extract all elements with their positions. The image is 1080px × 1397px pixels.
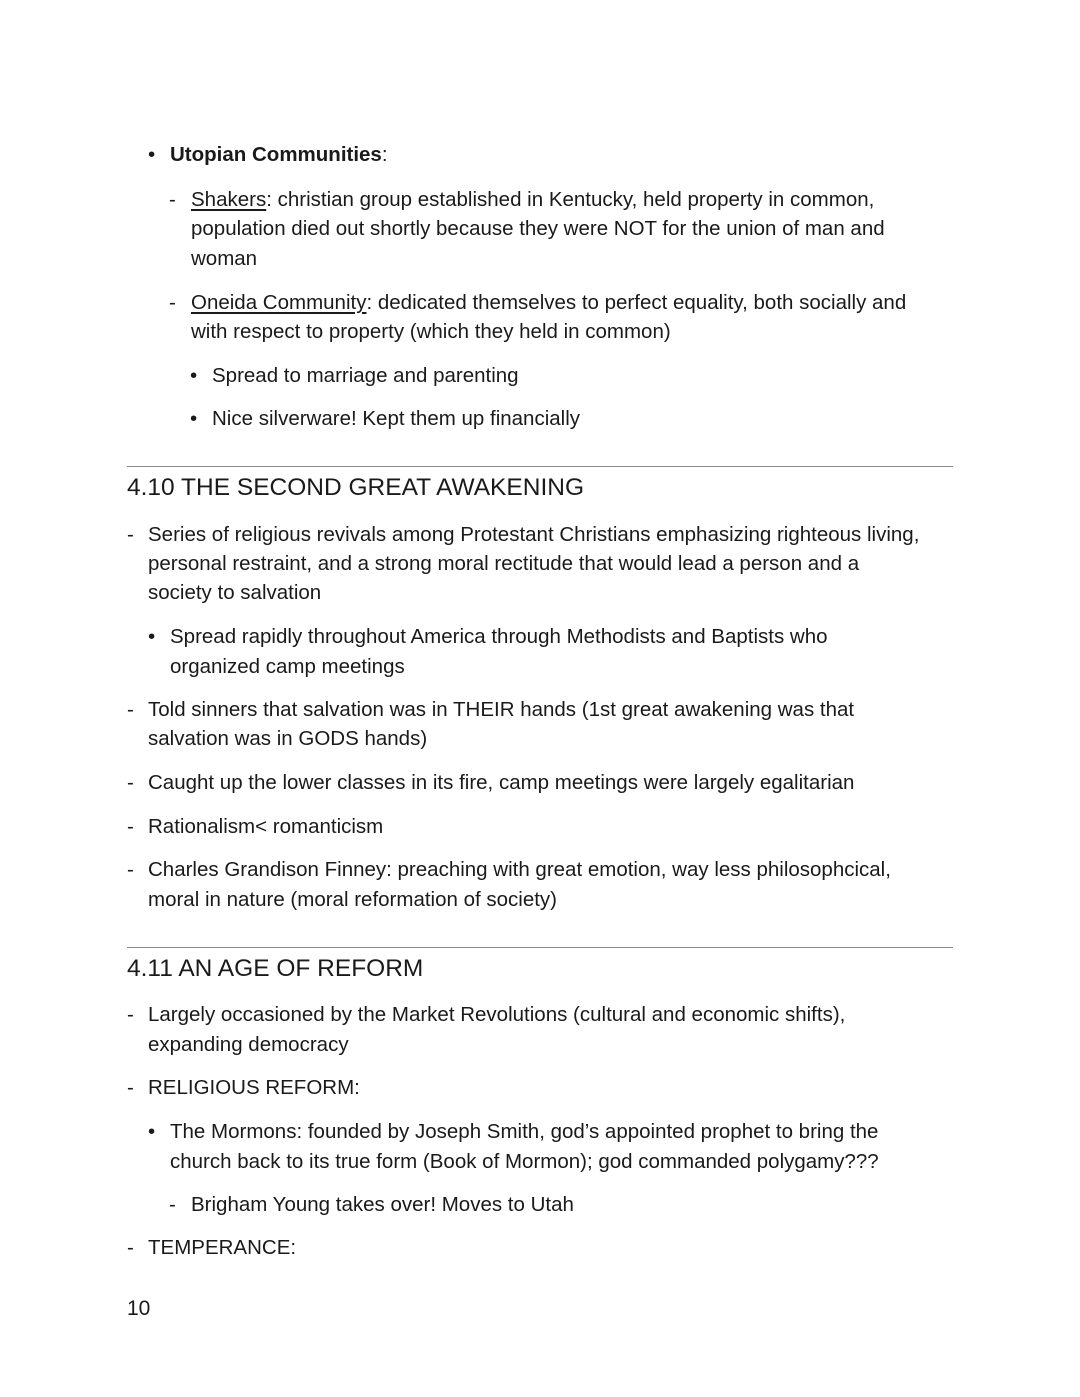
shakers-text: : christian group established in Kentucky, held property in common, — [266, 188, 875, 211]
bullet-marker: • — [148, 143, 156, 166]
section-divider — [127, 947, 953, 948]
awakening-item-2-line-2: salvation was in GODS hands) — [148, 727, 428, 750]
reform-item-1-line-2: expanding democracy — [148, 1033, 349, 1056]
bullet-marker: • — [148, 1120, 156, 1143]
utopian-communities-colon: : — [381, 143, 388, 166]
page-number: 10 — [127, 1297, 151, 1320]
section-heading-4-10: 4.10 THE SECOND GREAT AWAKENING — [127, 474, 584, 501]
reform-item-1-line-1: Largely occasioned by the Market Revolutions (cultural and economic shifts), — [148, 1003, 846, 1026]
dash-marker: - — [127, 771, 134, 794]
awakening-sub-line-1: Spread rapidly throughout America through Methodists and Baptists who — [170, 625, 828, 648]
mormons-line-1: The Mormons: founded by Joseph Smith, god’s appointed prophet to bring the — [170, 1120, 879, 1143]
dash-marker: - — [127, 523, 134, 546]
oneida-sub-1: Spread to marriage and parenting — [212, 364, 519, 387]
oneida-term: Oneida Community — [191, 291, 367, 314]
dash-marker: - — [169, 291, 176, 314]
dash-marker: - — [127, 1236, 134, 1259]
dash-marker: - — [127, 815, 134, 838]
oneida-text: : dedicated themselves to perfect equality, both socially and — [366, 291, 907, 314]
shakers-line-2: population died out shortly because they were NOT for the union of man and — [191, 217, 885, 240]
awakening-item-1-line-3: society to salvation — [148, 581, 322, 604]
bullet-marker: • — [148, 625, 156, 648]
utopian-communities-title: Utopian Communities — [170, 143, 382, 166]
dash-marker: - — [127, 858, 134, 881]
mormons-sub: Brigham Young takes over! Moves to Utah — [191, 1193, 574, 1216]
shakers-term: Shakers — [191, 188, 267, 211]
awakening-sub-line-2: organized camp meetings — [170, 655, 405, 678]
dash-marker: - — [127, 1003, 134, 1026]
bullet-marker: • — [190, 407, 198, 430]
awakening-item-1-line-1: Series of religious revivals among Protestant Christians emphasizing righteous living, — [148, 523, 920, 546]
section-heading-4-11: 4.11 AN AGE OF REFORM — [127, 955, 424, 982]
oneida-line-2: with respect to property (which they held in common) — [191, 320, 671, 343]
oneida-line-1 — [191, 288, 906, 318]
shakers-line-1 — [191, 185, 874, 215]
awakening-item-1-line-2: personal restraint, and a strong moral rectitude that would lead a person and a — [148, 552, 860, 575]
oneida-sub-2: Nice silverware! Kept them up financially — [212, 407, 581, 430]
awakening-item-5-line-2: moral in nature (moral reformation of society) — [148, 888, 558, 911]
dash-marker: - — [127, 698, 134, 721]
dash-marker: - — [169, 1193, 176, 1216]
utopian-communities-item — [170, 140, 388, 170]
bullet-marker: • — [190, 364, 198, 387]
awakening-item-2-line-1: Told sinners that salvation was in THEIR hands (1st great awakening was that — [148, 698, 855, 721]
awakening-item-3: Caught up the lower classes in its fire, camp meetings were largely egalitarian — [148, 771, 855, 794]
dash-marker: - — [169, 188, 176, 211]
dash-marker: - — [127, 1076, 134, 1099]
reform-item-3: TEMPERANCE: — [148, 1236, 297, 1259]
awakening-item-4: Rationalism< romanticism — [148, 815, 384, 838]
mormons-line-2: church back to its true form (Book of Mormon); god commanded polygamy??? — [170, 1150, 879, 1173]
reform-item-2: RELIGIOUS REFORM: — [148, 1076, 360, 1099]
section-divider — [127, 466, 953, 467]
awakening-item-5-line-1: Charles Grandison Finney: preaching with great emotion, way less philosophcical, — [148, 858, 891, 881]
shakers-line-3: woman — [191, 247, 258, 270]
